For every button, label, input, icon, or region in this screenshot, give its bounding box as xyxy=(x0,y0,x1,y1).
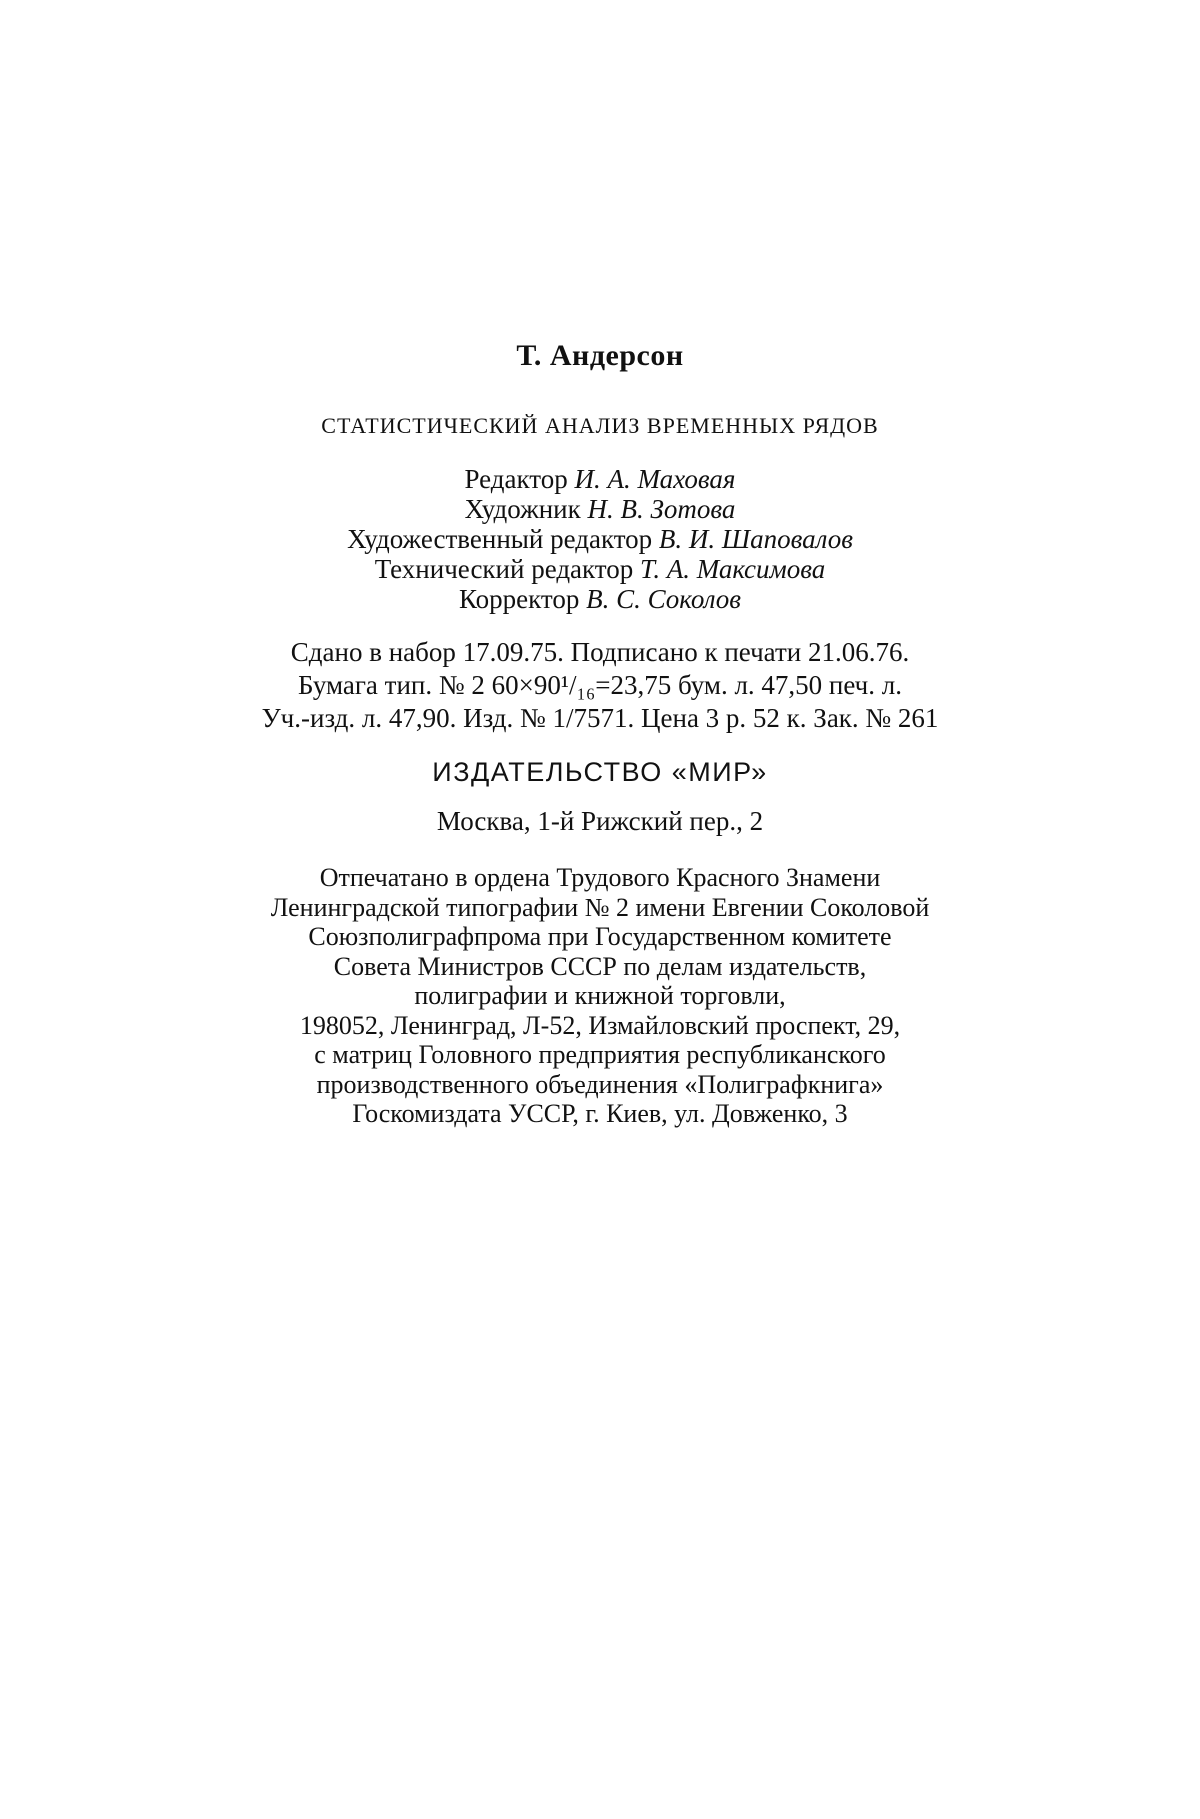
printing-line: Ленинградской типографии № 2 имени Евгении Соколовой xyxy=(270,892,930,922)
credit-role: Художник xyxy=(464,494,581,524)
credit-person: Н. В. Зотова xyxy=(587,494,736,524)
credit-role: Технический редактор xyxy=(374,554,634,584)
credit-artist xyxy=(140,494,1060,524)
printing-line: Госкомиздата УССР, г. Киев, ул. Довженко, 3 xyxy=(352,1099,848,1128)
printing-line: Совета Министров СССР по делам издательств, xyxy=(333,951,867,981)
credit-technical-editor xyxy=(140,554,1060,584)
credit-proofreader xyxy=(140,584,1060,614)
credit-person: В. С. Соколов xyxy=(586,584,742,614)
credit-art-editor xyxy=(140,524,1060,554)
edition-details: Уч.-изд. л. 47,90. Изд. № 1/7571. Цена 3 р. 52 к. Зак. № 261 xyxy=(261,703,939,733)
publisher-address: Москва, 1-й Рижский пер., 2 xyxy=(436,806,764,836)
print-dates: Сдано в набор 17.09.75. Подписано к печати 21.06.76. xyxy=(290,637,910,667)
credit-person: Т. А. Максимова xyxy=(640,554,826,584)
printing-info xyxy=(140,863,1060,1129)
printing-line: Союзполиграфпрома при Государственном комитете xyxy=(308,922,892,951)
book-title: СТАТИСТИЧЕСКИЙ АНАЛИЗ ВРЕМЕННЫХ РЯДОВ xyxy=(321,413,879,438)
printing-line: с матриц Головного предприятия республиканского xyxy=(314,1040,886,1069)
printing-line: Отпечатано в ордена Трудового Красного Знамени xyxy=(319,863,881,892)
credits-list xyxy=(140,464,1060,614)
credit-role: Редактор xyxy=(464,464,568,494)
author-name: Т. Андерсон xyxy=(516,339,684,372)
printing-line: производственного объединения «Полиграфкнига» xyxy=(316,1069,884,1099)
credit-role: Художественный редактор xyxy=(347,524,653,554)
printing-line: 198052, Ленинград, Л-52, Измайловский проспект, 29, xyxy=(299,1010,901,1040)
printing-line: полиграфии и книжной торговли, xyxy=(414,981,786,1010)
credit-role: Корректор xyxy=(458,584,580,614)
credit-person: И. А. Маховая xyxy=(574,464,736,494)
print-data xyxy=(140,636,1060,735)
credit-person: В. И. Шаповалов xyxy=(658,524,853,554)
paper-format: Бумага тип. № 2 60×90¹/₁₆=23,75 бум. л. 47,50 печ. л. xyxy=(298,670,902,700)
credit-editor xyxy=(140,464,1060,494)
imprint-block xyxy=(140,338,1060,1129)
publisher-name: ИЗДАТЕЛЬСТВО «МИР» xyxy=(432,757,768,787)
